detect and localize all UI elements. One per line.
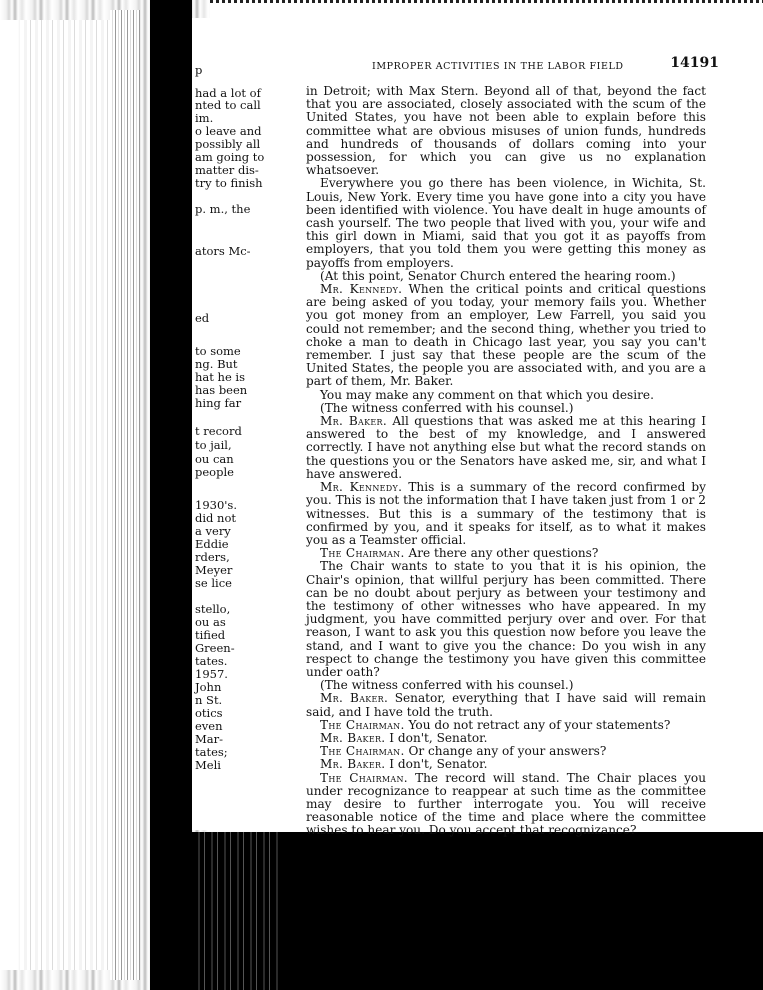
previous-page-line: try to finish xyxy=(195,176,263,190)
page-number: 14191 xyxy=(670,55,719,71)
paragraph xyxy=(306,177,706,269)
speaker-name: Mr. Kennedy. xyxy=(320,282,403,297)
paragraph-text: All questions that was asked me at this hearing I answered to the best of my knowledge, and I answered correctly. I have not anything else but what the record stands on the questions you or the Senators have asked me, sir, and what I have answered. xyxy=(306,414,706,481)
document-page xyxy=(272,13,753,838)
previous-page-line: 1957. xyxy=(195,667,228,681)
speaker-name: The Chairman. xyxy=(320,546,405,561)
page-stack-bottom xyxy=(192,832,282,990)
page-stack-edge xyxy=(20,20,110,970)
previous-page-line: p xyxy=(195,63,203,77)
previous-page-line: to some xyxy=(195,344,241,358)
previous-page-line: ou as xyxy=(195,615,226,629)
previous-page-line: did not xyxy=(195,511,237,525)
previous-page-line: am going to xyxy=(195,150,265,164)
previous-page-line: ed xyxy=(195,311,210,325)
paragraph-text: Senator, everything that I have said will remain said, and I have told the truth. xyxy=(306,691,706,719)
paragraph-text: I don't, Senator. xyxy=(385,757,488,772)
paragraph-text: I don't, Senator. xyxy=(385,730,488,745)
previous-page-line: hat he is xyxy=(195,370,245,384)
previous-page-line: even xyxy=(195,719,223,733)
previous-page-line: people xyxy=(195,465,234,479)
previous-page-line: p. m., the xyxy=(195,202,251,216)
paragraph-text: This is a summary of the record confirmed by you. This is not the information that I have taken just from 1 or 2 witnesses. But this is a summary of the testimony that is confirmed by you, and it speaks for itself, as to what it makes you as a Teamster official. xyxy=(306,480,706,547)
previous-page-line: tified xyxy=(195,628,226,642)
paragraph-text: You do not retract any of your statements? xyxy=(404,717,671,732)
paragraph-text: (The witness conferred with his counsel.) xyxy=(320,678,574,693)
paragraph xyxy=(306,560,706,679)
previous-page-line: nted to call xyxy=(195,98,261,112)
paragraph-text: You may make any comment on that which you desire. xyxy=(320,387,654,402)
paragraph xyxy=(306,481,706,547)
previous-page-line: t record xyxy=(195,424,242,438)
speaker-name: The Chairman. xyxy=(320,744,405,759)
speaker-name: Mr. Baker. xyxy=(320,730,386,745)
paragraph xyxy=(306,692,706,718)
paragraph-text: The record will stand. The Chair places you under recognizance to reappear at such time as the committee may desire to further interrogate you. You will receive reasonable notice of the time and place where the committee wishes to hear you. Do you accept that recognizance? xyxy=(306,770,706,838)
previous-page-line: hing far xyxy=(195,396,242,410)
paragraph-text: Everywhere you go there has been violence, in Wichita, St. Louis, New York. Every time you have gone into a city you have been identified with violence. You have dealt in huge amounts of cash yourself. The two people that lived with you, your wife and this girl down in Miami, said that you got it as payoffs from employers, that you told them you were getting this money as payoffs from employers. xyxy=(306,176,706,270)
paragraph-text: Are there any other questions? xyxy=(404,546,599,561)
binding-shadow xyxy=(150,0,192,990)
previous-page-line: rders, xyxy=(195,550,230,564)
speaker-name: Mr. Baker. xyxy=(320,691,389,706)
previous-page-line: im. xyxy=(195,111,214,125)
speaker-name: Mr. Kennedy. xyxy=(320,480,403,495)
previous-page-line: stello, xyxy=(195,602,231,616)
previous-page-line: ou can xyxy=(195,452,234,466)
body-text xyxy=(306,85,706,838)
previous-page-line: ng. But xyxy=(195,357,238,371)
paragraph xyxy=(306,283,706,389)
previous-page-line: matter dis- xyxy=(195,163,259,177)
paragraph-text: in Detroit; with Max Stern. Beyond all of that, beyond the fact that you are associated, closely associated with the scum of the United States, you have not been able to explain before this committee what are obvious misuses of union funds, hundreds and hundreds of thousands of dollars coming into your possession, for which you can give us no explanation whatsoever. xyxy=(306,84,706,178)
previous-page-line: possibly all xyxy=(195,137,261,151)
previous-page-line: Mar- xyxy=(195,732,224,746)
previous-page-line: 1930's. xyxy=(195,498,237,512)
running-head: IMPROPER ACTIVITIES IN THE LABOR FIELD xyxy=(372,61,624,72)
speaker-name: Mr. Baker. xyxy=(320,414,387,429)
previous-page-line: tates. xyxy=(195,654,228,668)
previous-page-line: o leave and xyxy=(195,124,262,138)
previous-page-line: ators Mc- xyxy=(195,244,251,258)
paragraph xyxy=(306,772,706,838)
previous-page-line: a very xyxy=(195,524,231,538)
previous-page-line: to jail, xyxy=(195,438,232,452)
previous-page-line: has been xyxy=(195,383,248,397)
previous-page-strip xyxy=(192,18,273,830)
paragraph xyxy=(306,415,706,481)
scan-left-margin xyxy=(0,20,18,970)
paragraph-text: The Chair wants to state to you that it is his opinion, the Chair's opinion, that willful perjury has been committed. There can be no doubt about perjury as between your testimony and the testimony of other witnesses who have appeared. In my judgment, you have committed perjury over and over. For that reason, I want to ask you this question now before you leave the stand, and I want to give you the chance: Do you wish in any respect to change the testimony you have given this committee under oath? xyxy=(306,559,706,679)
page-stack-stripes xyxy=(110,10,140,980)
previous-page-line: se lice xyxy=(195,576,232,590)
previous-page-line: John xyxy=(195,680,222,694)
speaker-name: The Chairman. xyxy=(320,717,405,732)
previous-page-line: Eddie xyxy=(195,537,229,551)
paragraph-text: Or change any of your answers? xyxy=(404,744,607,759)
paragraph xyxy=(306,85,706,177)
previous-page-line: Meli xyxy=(195,758,221,772)
previous-page-line: Meyer xyxy=(195,563,233,577)
previous-page-line: had a lot of xyxy=(195,86,261,100)
paragraph-text: When the critical points and critical questions are being asked of you today, your memory fails you. Whether you got money from an employer, Lew Farrell, you said you could not remember; and the second thing, whether you tried to choke a man to death in Chicago last year, you say you can't remember. I just say that these people are the scum of the United States, the people you are associated with, and you are a part of them, Mr. Baker. xyxy=(306,282,706,389)
speaker-name: The Chairman. xyxy=(320,770,408,785)
previous-page-line: otics xyxy=(195,706,223,720)
previous-page-line: n St. xyxy=(195,693,223,707)
speaker-name: Mr. Baker. xyxy=(320,757,386,772)
previous-page-line: Green- xyxy=(195,641,235,655)
paragraph-text: (At this point, Senator Church entered the hearing room.) xyxy=(320,268,676,283)
previous-page-line: tates; xyxy=(195,745,228,759)
paragraph-text: (The witness conferred with his counsel.) xyxy=(320,400,574,415)
